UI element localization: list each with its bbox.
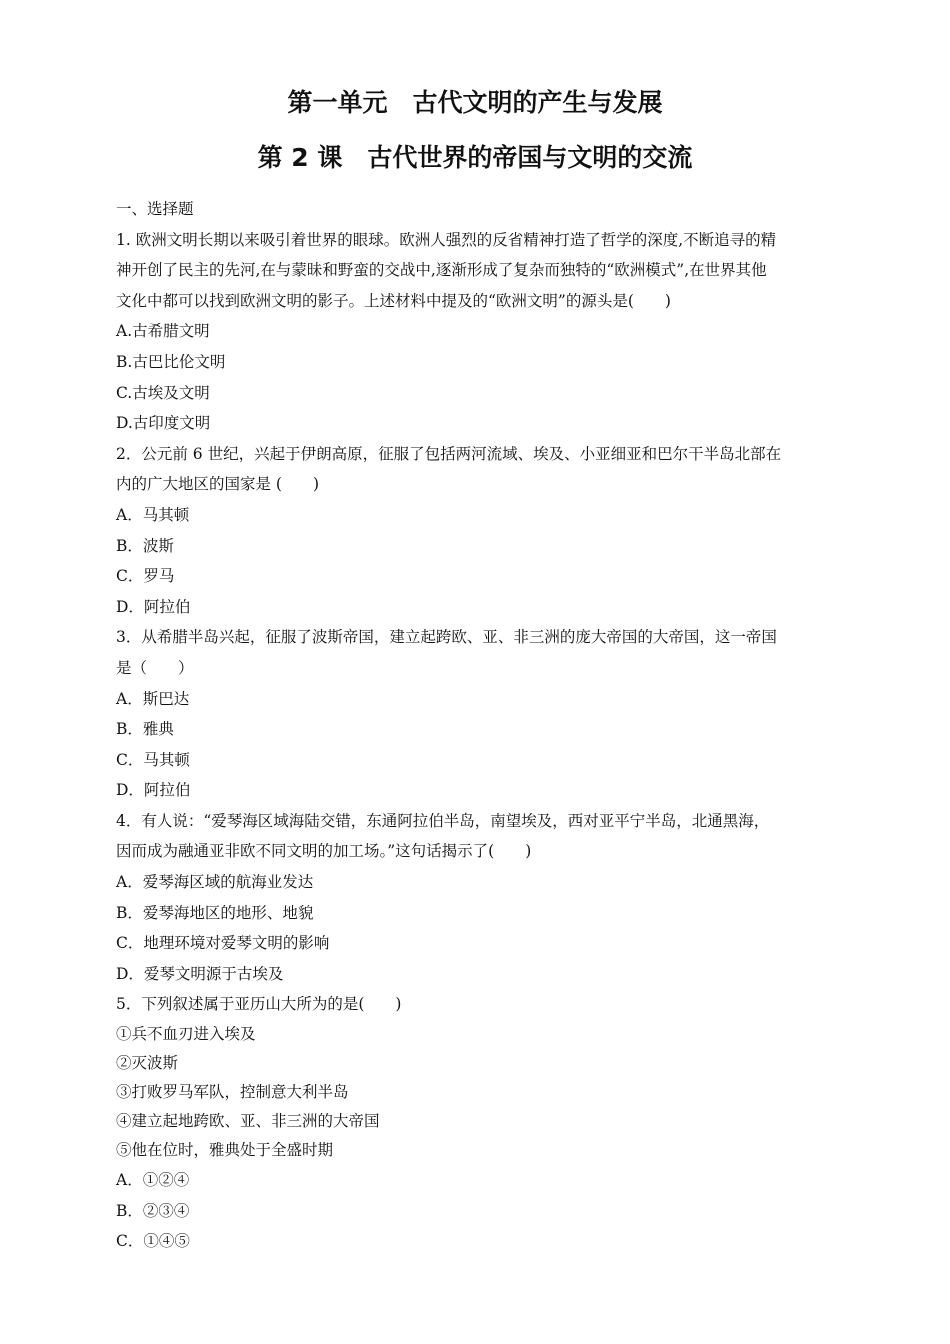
- option-c: C．罗马: [116, 567, 175, 586]
- statement-item: ③打败罗马军队，控制意大利半岛: [116, 1083, 349, 1102]
- question-5: [116, 989, 838, 1256]
- section-heading: 一、选择题: [116, 200, 194, 218]
- statement-item: ⑤他在位时，雅典处于全盛时期: [116, 1141, 334, 1160]
- option-a: A．斯巴达: [116, 689, 190, 708]
- option-a: A.古希腊文明: [116, 322, 210, 341]
- option-b: B．爱琴海地区的地形、地貌: [116, 903, 314, 922]
- option-b: B．②③④: [116, 1201, 190, 1220]
- question-stem-line: 2．公元前 6 世纪，兴起于伊朗高原，征服了包括两河流域、埃及、小亚细亚和巴尔干半岛北部在: [116, 444, 782, 463]
- question-stem-line: 神开创了民主的先河,在与蒙昧和野蛮的交战中,逐渐形成了复杂而独特的“欧洲模式”,在世界其他: [116, 261, 767, 280]
- question-stem-line: 1. 欧洲文明长期以来吸引着世界的眼球。欧洲人强烈的反省精神打造了哲学的深度,不断追寻的精: [116, 230, 777, 249]
- option-b: B.古巴比伦文明: [116, 352, 226, 371]
- option-c: C．马其顿: [116, 750, 190, 769]
- statement-item: ①兵不血刃进入埃及: [116, 1025, 256, 1044]
- question-list: [116, 194, 838, 1257]
- option-c: C．地理环境对爱琴文明的影响: [116, 934, 330, 953]
- option-c: C．①④⑤: [116, 1232, 190, 1251]
- option-b: B．雅典: [116, 720, 174, 739]
- option-d: D.古印度文明: [116, 414, 211, 433]
- question-2: [116, 439, 838, 623]
- question-stem-line: 5．下列叙述属于亚历山大所为的是( ): [116, 995, 402, 1014]
- question-stem-line: 4．有人说：“爱琴海区域海陆交错，东通阿拉伯半岛，南望埃及，西对亚平宁半岛，北通黑海，: [116, 811, 770, 830]
- option-a: A．①②④: [116, 1171, 190, 1190]
- option-b: B．波斯: [116, 536, 174, 555]
- option-c: C.古埃及文明: [116, 383, 210, 402]
- option-d: D．阿拉伯: [116, 597, 191, 616]
- option-d: D．爱琴文明源于古埃及: [116, 964, 284, 983]
- option-a: A．爱琴海区域的航海业发达: [116, 873, 314, 892]
- statement-item: ②灭波斯: [116, 1054, 179, 1073]
- question-stem-line: 因而成为融通亚非欧不同文明的加工场。”这句话揭示了( ): [116, 842, 532, 861]
- option-d: D．阿拉伯: [116, 781, 191, 800]
- question-stem-line: 是（ ）: [116, 658, 194, 677]
- lesson-title: 第 2 课 古代世界的帝国与文明的交流: [257, 143, 693, 172]
- unit-title: 第一单元 古代文明的产生与发展: [287, 88, 663, 117]
- question-stem-line: 内的广大地区的国家是 ( ): [116, 475, 320, 494]
- statement-item: ④建立起地跨欧、亚、非三洲的大帝国: [116, 1112, 380, 1131]
- question-3: [116, 622, 838, 806]
- question-stem-line: 文化中都可以找到欧洲文明的影子。上述材料中提及的“欧洲文明”的源头是( ): [116, 291, 671, 310]
- question-1: [116, 225, 838, 439]
- option-a: A．马其顿: [116, 505, 190, 524]
- question-stem-line: 3．从希腊半岛兴起，征服了波斯帝国，建立起跨欧、亚、非三洲的庞大帝国的大帝国，这一帝国: [116, 628, 777, 647]
- question-4: [116, 806, 838, 990]
